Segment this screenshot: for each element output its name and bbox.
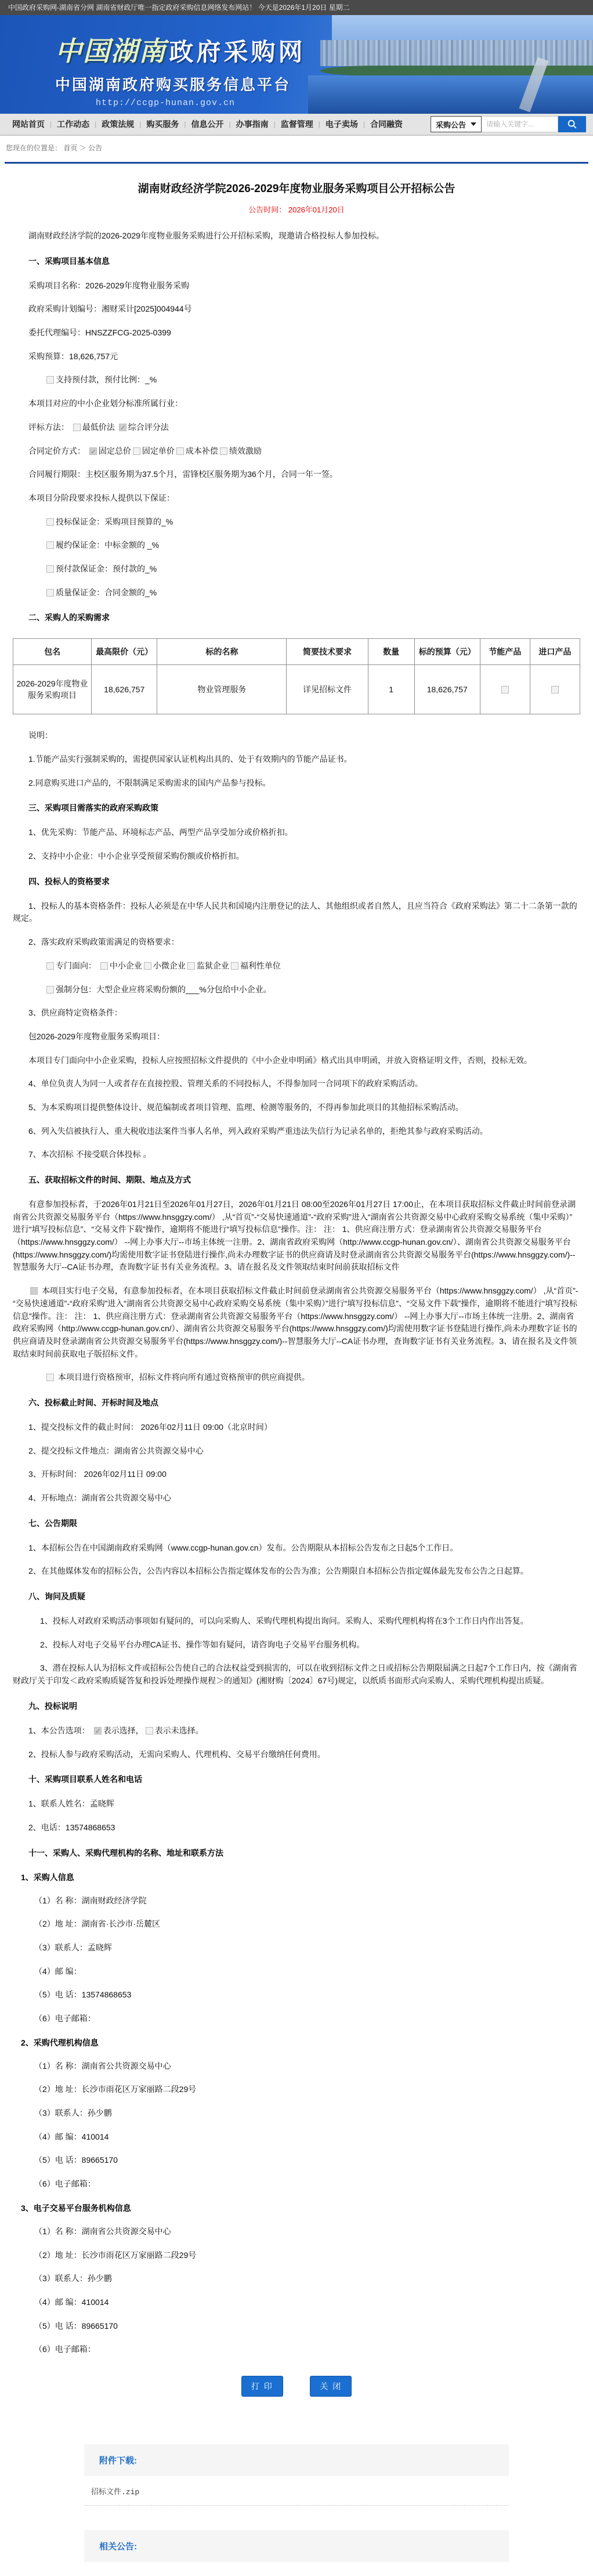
article-paragraph: 1、本公告选项： ✓表示选择， 表示未选择。 [28, 1725, 580, 1737]
table-header-cell: 节能产品 [480, 639, 530, 665]
checkbox-unchecked-icon [46, 589, 54, 597]
checkbox-unchecked-icon [551, 686, 559, 693]
table-row [13, 665, 580, 714]
article-paragraph: （2）地 址：湖南省·长沙市·岳麓区 [34, 1919, 160, 1929]
related-announcements-section [84, 2530, 509, 2562]
table-header-cell: 包名 [13, 639, 92, 665]
checkbox-unchecked-icon [231, 962, 238, 970]
nav-divider: | [229, 120, 231, 128]
checkbox-unchecked-icon [46, 376, 54, 384]
nav-divider: | [273, 120, 276, 128]
breadcrumb-home-link[interactable]: 首页 [63, 144, 78, 152]
checkbox-unchecked-icon [46, 541, 54, 549]
nav-item[interactable]: 合同融资 [370, 120, 403, 129]
article-paragraph: （3）联系人：孟晓辉 [34, 1942, 112, 1952]
section-heading: 2、采购代理机构信息 [21, 2037, 99, 2047]
nav-item[interactable]: 监督管理 [280, 120, 313, 129]
article-paragraph: （5）电 话：89665170 [34, 2155, 118, 2165]
checkbox-unchecked-icon [46, 1374, 54, 1381]
nav-item[interactable]: 办事指南 [236, 120, 269, 129]
nav-divider: | [184, 120, 186, 128]
article-paragraph: 本项目专门面向中小企业采购，投标人应按照招标文件提供的《中小企业申明函》格式出具申明函，并放入资格证明文件，否则，投标无效。 [28, 1055, 532, 1065]
article-paragraph: 委托代理编号：HNSZZFCG-2025-0399 [28, 328, 171, 338]
article-paragraph: （4）邮 编：410014 [34, 2297, 109, 2307]
article-paragraph: 专门面向： 中小企业 小微企业 监狱企业 福利性单位 [45, 960, 580, 973]
article-paragraph: （4）邮 编：410014 [34, 2131, 109, 2141]
nav-item[interactable]: 网站首页 [12, 120, 45, 129]
article-paragraph: ✓ 本项目实行电子交易，有意参加投标者，在本项目获取招标文件截止时间前登录湖南省公共资源交易服务平台（https://www.hnsggzy.com/） ,从“首页”-“交易快速通道”-“政府采购”进入“湖南省公共资源交易中心政府采购交易系统（集中采购）”进行“填写投标信息”、“交易文件下载”操作，逾期将不能进行“填写投标信息”操作。注： 注： 1、供应商注册方式：登录湖南省公共资源交易服务平台（https://www.hnsggzy.com/） --网上办事大厅--市场主体统一注册。2、湖南省政府采购网（http://www.ccgp-hunan.gov.cn/）、湖南省公共资源交易服务平台(https://www.hnsggzy.com/)均需使用数字证书登陆进行操作,尚未办理数字证书的供应商请及时登录湖南省公共资源交易服务平台(https://www.hnsggzy.com/)--智慧服务大厅--CA证书办理，查询数字证书有关业务流程。3、请在报名及文件领取结束时间前获取电子版招标文件。 [13, 1285, 580, 1360]
nav-item[interactable]: 信息公开 [191, 120, 224, 129]
checkbox-unchecked-icon [501, 686, 509, 693]
article-paragraph: 2.同意购买进口产品的，不限制满足采购需求的国内产品参与投标。 [28, 778, 271, 787]
checkbox-checked-icon [94, 1727, 102, 1735]
nav-item[interactable]: 电子卖场 [325, 120, 358, 129]
search-input[interactable] [482, 116, 558, 132]
close-button[interactable]: 关 闭 [310, 2376, 352, 2397]
checkbox-unchecked-icon [46, 962, 54, 970]
article-paragraph: 1.节能产品实行强制采购的，需提供国家认证机构出具的、处于有效期内的节能产品证书。 [28, 754, 352, 764]
article-paragraph: （1）名 称：湖南财政经济学院 [34, 1895, 147, 1905]
attachment-row [84, 2476, 509, 2506]
attachments-title: 附件下载: [99, 2455, 137, 2466]
publish-date: 公告时间： 2026年01月20日 [248, 205, 345, 214]
section-heading: 四、投标人的资格要求 [28, 876, 110, 886]
article-paragraph: 4、单位负责人为同一人或者存在直接控股、管理关系的不同投标人，不得参加同一合同项下的政府采购活动。 [28, 1079, 423, 1089]
article-paragraph: 本项目进行资格预审，招标文件将向所有通过资格预审的供应商提供。 [45, 1371, 580, 1384]
attachments-section [84, 2444, 509, 2506]
checkbox-unchecked-icon [46, 565, 54, 573]
article-paragraph: 说明： [28, 731, 53, 740]
main-navigation [0, 114, 593, 136]
site-notice-bar [0, 0, 593, 15]
article-paragraph: 1、联系人姓名：孟晓辉 [28, 1799, 114, 1809]
table-cell: 详见招标文件 [287, 665, 368, 714]
section-heading: 六、投标截止时间、开标时间及地点 [28, 1397, 158, 1407]
logo-title: 政府采购网 [169, 38, 306, 66]
article-paragraph: 3、开标时间： 2026年02月11日 09:00 [28, 1469, 167, 1479]
article-paragraph: 政府采购计划编号：湘财采计[2025]004944号 [28, 304, 192, 314]
breadcrumb [0, 136, 593, 162]
chevron-down-icon [471, 122, 476, 126]
breadcrumb-prefix: 您现在的位置是： [6, 144, 62, 152]
requirements-table [13, 638, 580, 714]
logo-subtitle: 中国湖南政府购买服务信息平台 [55, 76, 291, 93]
banner-riverbank-image [320, 66, 593, 77]
article-paragraph: 7、本次招标 不接受联合体投标 。 [28, 1150, 151, 1159]
section-heading: 十、采购项目联系人姓名和电话 [28, 1775, 142, 1784]
article-paragraph: 2、电话：13574868653 [28, 1822, 115, 1832]
table-cell: 18,626,757 [414, 665, 480, 714]
article-paragraph: 2、投标人对电子交易平台办理CA证书、操作等如有疑问，请咨询电子交易平台服务机构。 [40, 1639, 365, 1649]
checkbox-unchecked-icon [133, 447, 140, 455]
section-heading: 九、投标说明 [28, 1701, 77, 1711]
announcement-article [5, 162, 588, 2576]
table-cell [530, 665, 580, 714]
section-heading: 十一、采购人、采购代理机构的名称、地址和联系方法 [28, 1848, 223, 1858]
page-title: 湖南财政经济学院2026-2029年度物业服务采购项目公开招标公告 [138, 183, 455, 195]
article-paragraph: （6）电子邮箱： [34, 2344, 96, 2354]
checkbox-unchecked-icon [176, 447, 184, 455]
section-heading: 3、电子交易平台服务机构信息 [21, 2203, 131, 2213]
table-header-cell: 最高限价（元） [92, 639, 157, 665]
article-paragraph: 6、列入失信被执行人、重大税收违法案件当事人名单，列入政府采购严重违法失信行为记录名单的，拒绝其参与政府采购活动。 [28, 1126, 488, 1136]
article-paragraph: 3、供应商特定资格条件： [28, 1008, 122, 1018]
nav-divider: | [50, 120, 52, 128]
checkbox-unchecked-icon [46, 518, 54, 526]
checkbox-unchecked-icon [144, 962, 151, 970]
logo-calligraphy: 中国湖南 [55, 37, 167, 66]
checkbox-checked-icon [119, 424, 126, 431]
table-header-cell: 标的名称 [157, 639, 287, 665]
logo-url: http://ccgp-hunan.gov.cn [96, 98, 236, 108]
nav-divider: | [95, 120, 97, 128]
article-paragraph: （3）联系人：孙少鹏 [34, 2274, 112, 2284]
site-notice-text: 中国政府采购网-湖南省分网 湖南省财政厅唯一指定政府采购信息网络发布网站！ 今天是2026年1月20日 星期二 [8, 3, 350, 12]
article-paragraph: 本项目分阶段要求投标人提供以下保证： [28, 493, 175, 503]
article-paragraph: 4、开标地点：湖南省公共资源交易中心 [28, 1493, 171, 1502]
article-paragraph: 1、优先采购：节能产品、环境标志产品、两型产品享受加分或价格折扣。 [28, 828, 293, 837]
checkbox-unchecked-icon [46, 986, 54, 993]
section-heading: 八、询问及质疑 [28, 1592, 85, 1602]
breadcrumb-current[interactable]: 公告 [88, 144, 103, 152]
checkbox-unchecked-icon [73, 424, 81, 431]
article-body [13, 230, 580, 2356]
section-heading: 1、采购人信息 [21, 1872, 74, 1882]
article-paragraph: （5）电 话：13574868653 [34, 1990, 132, 2000]
article-paragraph: 湖南财政经济学院的2026-2029年度物业服务采购进行公开招标采购，现邀请合格投标人参加投标。 [28, 231, 384, 240]
banner-city-skyline-image [320, 40, 593, 67]
article-paragraph: 包2026-2029年度物业服务采购项目： [28, 1031, 165, 1041]
article-paragraph: 预付款保证金：预付款的_% [45, 563, 580, 576]
article-paragraph: （3）联系人：孙少鹏 [34, 2108, 112, 2118]
nav-menu [7, 118, 408, 130]
article-paragraph: 合同定价方式： ✓固定总价 固定单价 成本补偿 绩效激励 [28, 445, 580, 458]
nav-item[interactable]: 工作动态 [57, 120, 90, 129]
related-header [84, 2530, 509, 2562]
banner-river-image [308, 75, 593, 114]
nav-divider: | [363, 120, 365, 128]
article-paragraph: 本项目对应的中小企业划分标准所属行业： [28, 399, 183, 409]
section-heading: 三、采购项目需落实的政府采购政策 [28, 803, 158, 813]
article-paragraph: 强制分包：大型企业应将采购份额的___%分包给中小企业。 [45, 984, 580, 996]
table-cell: 18,626,757 [92, 665, 157, 714]
search-category-value: 采购公告 [435, 120, 466, 129]
article-paragraph: 采购项目名称：2026-2029年度物业服务采购 [28, 280, 189, 290]
site-banner [0, 15, 593, 114]
breadcrumb-separator: ＞ [79, 144, 86, 152]
table-header-cell: 简要技术要求 [287, 639, 368, 665]
article-paragraph: 2、投标人参与政府采购活动，无需向采购人、代理机构、交易平台缴纳任何费用。 [28, 1749, 326, 1759]
article-paragraph: 1、本招标公告在中国湖南政府采购网（www.ccgp-hunan.gov.cn）发布。公告期限从本招标公告发布之日起5个工作日。 [28, 1542, 458, 1552]
print-button[interactable]: 打 印 [241, 2376, 283, 2397]
article-paragraph: 有意参加投标者，于2026年01月21日至2026年01月27日，2026年01月21日 08:00至2026年01月27日 17:00止，在本项目获取招标文件截止时间前登录湖南省公共资源交易服务平台（https://www.hnsggzy.com/） ,从“首页”-“交易快速通道”-“政府采购”进入“湖南省公共资源交易中心政府采购交易系统（集中采购）”进行“填写投标信息”、“交易文件下载”操作，逾期将不能进行“填写投标信息”操作。注： 注： 1、供应商注册方式：登录湖南省公共资源交易服务平台（https://www.hnsggzy.com/） --网上办事大厅--市场主体统一注册。2、湖南省政府采购网（http://www.ccgp-hunan.gov.cn/）、湖南省公共资源交易服务平台(https://www.hnsggzy.com/)均需使用数字证书登陆进行操作,尚未办理数字证书的供应商请及时登录湖南省公共资源交易服务平台(https://www.hnsggzy.com/)--智慧服务大厅--CA证书办理，查询数字证书有关业务流程。3、请在报名及文件领取结束时间前获取招标文件 [13, 1200, 576, 1272]
nav-item[interactable]: 政策法规 [102, 120, 135, 129]
article-paragraph: （4）邮 编： [34, 1966, 82, 1976]
article-paragraph: 2、落实政府采购政策需满足的资格要求： [28, 937, 179, 947]
article-paragraph: 质量保证金：合同金额的_% [45, 587, 580, 599]
checkbox-unchecked-icon [187, 962, 195, 970]
site-logo [55, 30, 305, 108]
section-heading: 七、公告期限 [28, 1518, 77, 1528]
table-header-cell: 标的预算（元） [414, 639, 480, 665]
article-paragraph: （5）电 话：89665170 [34, 2321, 118, 2331]
article-paragraph: 支持预付款，预付比例：_% [45, 374, 580, 386]
article-paragraph: 2、提交投标文件地点：湖南省公共资源交易中心 [28, 1446, 204, 1455]
search-icon [567, 119, 577, 129]
article-paragraph: 3、潜在投标人认为招标文件或招标公告使自己的合法权益受到损害的，可以在收到招标文件之日或招标公告期限届满之日起7个工作日内，按《湖南省财政厅关于印发＜政府采购质疑答复和投诉处理操作规程＞的通知》(湘财购〔2024〕67号)规定，以纸质书面形式向采购人、采购代理机构提出质疑。 [13, 1663, 577, 1686]
search-button[interactable] [558, 116, 586, 132]
checkbox-unchecked-icon [146, 1727, 153, 1735]
article-paragraph: （2）地 址：长沙市雨花区万家丽路二段29号 [34, 2250, 197, 2260]
attachment-file-link[interactable]: 招标文件.zip [91, 2487, 140, 2496]
nav-item[interactable]: 购买服务 [146, 120, 179, 129]
article-paragraph: （6）电子邮箱： [34, 2014, 96, 2023]
article-paragraph: （6）电子邮箱： [34, 2179, 96, 2189]
article-paragraph: （1）名 称：湖南省公共资源交易中心 [34, 2226, 171, 2236]
article-paragraph: 2、在其他媒体发布的招标公告，公告内容以本招标公告指定媒体发布的公告为准；公告期限自本招标公告指定媒体最先发布公告之日起算。 [28, 1566, 529, 1576]
article-paragraph: 履约保证金：中标金额的 _% [45, 539, 580, 552]
article-paragraph: 评标方法： 最低价法 ✓综合评分法 [28, 421, 580, 434]
checkbox-checked-icon [30, 1287, 38, 1295]
article-paragraph: 2、支持中小企业：中小企业享受预留采购份额或价格折扣。 [28, 851, 244, 861]
article-paragraph: 1、提交投标文件的截止时间： 2026年02月11日 09:00（北京时间） [28, 1422, 272, 1432]
table-header-cell: 数量 [368, 639, 414, 665]
article-paragraph: 投标保证金：采购项目预算的_% [45, 516, 580, 529]
table-cell [480, 665, 530, 714]
action-buttons [13, 2376, 580, 2397]
search-area [431, 116, 586, 132]
article-paragraph: 1、投标人的基本资格条件：投标人必须是在中华人民共和国境内注册登记的法人、其他组织或者自然人，且应当符合《政府采购法》第二十二条第一款的规定。 [13, 901, 577, 923]
checkbox-checked-icon [89, 447, 97, 455]
table-cell: 1 [368, 665, 414, 714]
article-paragraph: 1、投标人对政府采购活动事项如有疑问的，可以向采购人、采购代理机构提出询问。采购人、采购代理机构将在3个工作日内作出答复。 [40, 1616, 529, 1626]
article-paragraph: （2）地 址：长沙市雨花区万家丽路二段29号 [34, 2084, 197, 2094]
nav-divider: | [139, 120, 142, 128]
article-paragraph: 采购预算：18,626,757元 [28, 351, 118, 361]
nav-divider: | [318, 120, 320, 128]
table-header-cell: 进口产品 [530, 639, 580, 665]
attachments-header [84, 2444, 509, 2476]
section-heading: 二、采购人的采购需求 [28, 613, 110, 623]
article-paragraph: （1）名 称：湖南省公共资源交易中心 [34, 2061, 171, 2071]
table-cell: 2026-2029年度物业服务采购项目 [13, 665, 92, 714]
search-category-select[interactable] [431, 116, 482, 132]
checkbox-unchecked-icon [220, 447, 227, 455]
article-paragraph: 合同履行期限：主校区服务期为37.5个月，雷锋校区服务期为36个月，合同一年一签。 [28, 469, 338, 479]
section-heading: 五、获取招标文件的时间、期限、地点及方式 [28, 1175, 191, 1184]
article-paragraph: 5、为本采购项目提供整体设计、规范编制或者项目管理、监理、检测等服务的，不得再参加此项目的其他招标采购活动。 [28, 1102, 464, 1112]
section-heading: 一、采购项目基本信息 [28, 256, 110, 266]
related-title: 相关公告: [99, 2541, 137, 2552]
checkbox-unchecked-icon [100, 962, 108, 970]
table-cell: 物业管理服务 [157, 665, 287, 714]
